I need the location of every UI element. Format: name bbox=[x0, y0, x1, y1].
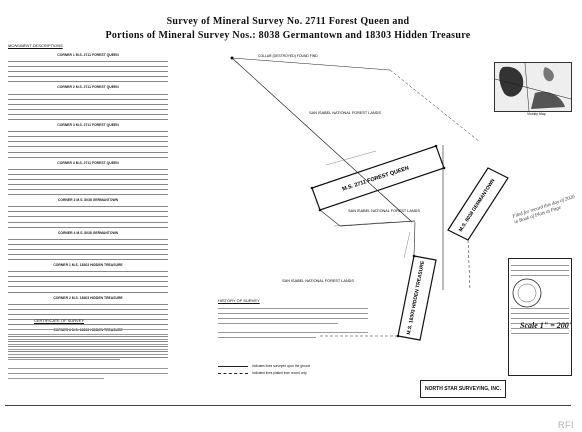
corner-marker bbox=[319, 209, 322, 212]
surveyor-logo: NORTH STAR SURVEYING, INC. bbox=[420, 380, 506, 398]
boundary-line bbox=[340, 221, 415, 226]
legend bbox=[218, 363, 310, 377]
monument-section: CORNER 3 M.S. 18303 HIDDEN TREASURE bbox=[53, 328, 123, 333]
certificate-heading: CERTIFICATE OF SURVEY bbox=[34, 318, 85, 323]
boundary-line bbox=[232, 58, 412, 222]
hidden-treasure-label: M.S. 18303 HIDDEN TREASURE bbox=[405, 260, 427, 336]
monument-section: CORNER 1 M.S. 2711 FOREST QUEEN bbox=[57, 53, 119, 57]
monument-section: CORNER 3 M.S. 8038 GERMANTOWN bbox=[57, 198, 119, 203]
germantown-label: M.S. 8038 GERMANTOWN bbox=[457, 177, 497, 233]
legend-platted: Indicated lines platted from record only bbox=[252, 371, 307, 375]
document-title-line2: Portions of Mineral Survey Nos.: 8038 Germantown and 18303 Hidden Treasure bbox=[105, 30, 471, 41]
corner-marker bbox=[231, 57, 234, 60]
monument-section: CORNER 4 M.S. 8038 GERMANTOWN bbox=[57, 230, 119, 235]
scale-label: Scale 1" = 200' bbox=[520, 321, 571, 330]
nfl-label-mid: SAN ISABEL NATIONAL FOREST LANDS bbox=[348, 209, 420, 213]
history-text-block bbox=[218, 304, 368, 338]
corner-marker bbox=[311, 187, 314, 190]
history-heading: HISTORY OF SURVEY bbox=[218, 298, 260, 303]
bottom-border bbox=[5, 405, 571, 406]
monument-note: COLLAR (DESTROYED) FOUND FIND bbox=[258, 54, 318, 58]
nfl-label-bottom: SAN ISABEL NATIONAL FOREST LANDS bbox=[282, 279, 354, 283]
corner-marker bbox=[443, 167, 446, 170]
monument-section: CORNER 1 M.S. 18303 HIDDEN TREASURE bbox=[53, 263, 123, 268]
document-title-line1: Survey of Mineral Survey No. 2711 Forest Queen and bbox=[166, 16, 410, 27]
boundary-line bbox=[232, 58, 390, 70]
corner-marker bbox=[435, 145, 438, 148]
forest-queen-label: M.S. 2711 FOREST QUEEN bbox=[341, 165, 410, 193]
handwritten-filing-note: Filed for record this day of 2020 in Book of Plats at Page bbox=[512, 194, 576, 225]
monument-descriptions-heading: MONUMENT DESCRIPTIONS bbox=[8, 43, 63, 48]
legend-surveyed: Indicates lines surveyed upon the ground bbox=[252, 364, 311, 368]
vicinity-map-label: Vicinity Map bbox=[527, 112, 546, 116]
monument-section: CORNER 2 M.S. 18303 HIDDEN TREASURE bbox=[53, 295, 123, 300]
monument-section: CORNER 3 M.S. 2711 FOREST QUEEN bbox=[57, 123, 119, 128]
corner-marker bbox=[397, 335, 400, 338]
monument-section: CORNER 4 M.S. 2711 FOREST QUEEN bbox=[57, 160, 119, 165]
nfl-label-top: SAN ISABEL NATIONAL FOREST LANDS bbox=[309, 111, 381, 115]
title-block bbox=[508, 258, 572, 376]
corner-marker bbox=[413, 255, 416, 258]
boundary-line bbox=[390, 70, 480, 142]
vicinity-map bbox=[494, 62, 572, 112]
monument-section: CORNER 2 M.S. 2711 FOREST QUEEN bbox=[57, 85, 119, 90]
watermark: RFI bbox=[558, 420, 574, 430]
